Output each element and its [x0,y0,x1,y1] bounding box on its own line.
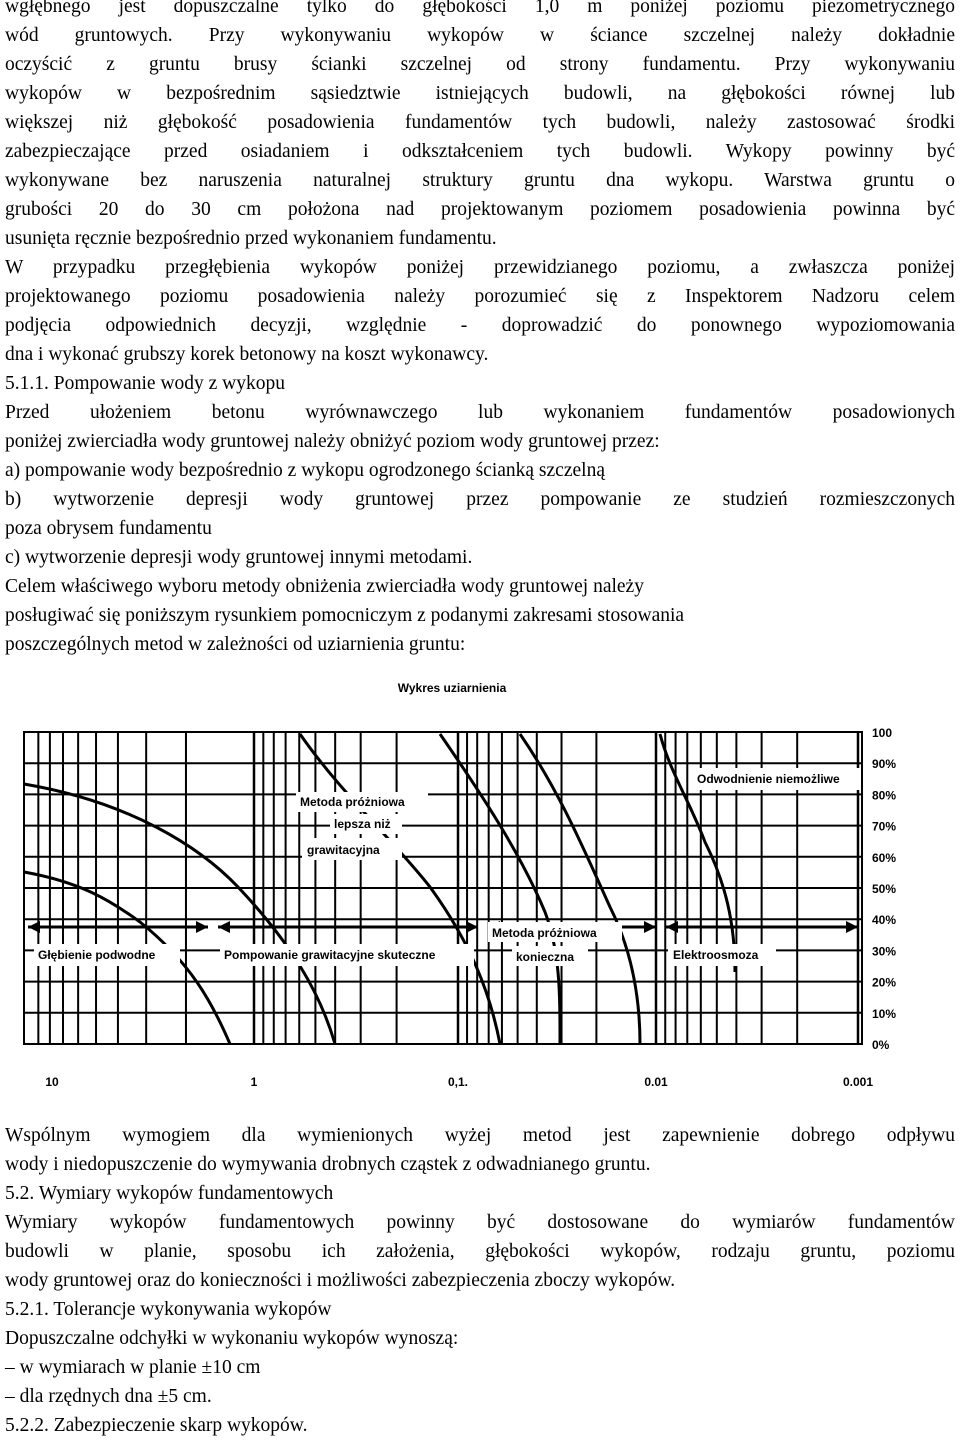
text-line: projektowanego poziomu posadowienia należy porozumieć się z Inspektorem Nadzoru celem [5,286,955,307]
text-line: poszczególnych metod w zależności od uziarnienia gruntu: [5,634,466,655]
text-line: wykonywane bez naruszenia naturalnej struktury gruntu dna wykopu. Warstwa gruntu o [5,170,955,191]
y-tick-label: 30% [872,944,897,959]
text-line: W przypadku przegłębienia wykopów poniżej przewidzianego poziomu, a zwłaszcza poniżej [5,257,955,278]
x-tick-label: 0,1. [447,1075,469,1089]
arrow-head [644,921,656,933]
arrow-head [846,921,858,933]
arrow-head [196,921,208,933]
text-line: 5.2.1. Tolerancje wykonywania wykopów [5,1299,332,1320]
text-line: poniżej zwierciadła wody gruntowej należy obniżyć poziom wody gruntowej przez: [5,431,660,452]
x-tick-label: 10 [45,1075,59,1089]
label-vacuum-required: Metoda próżniowa [492,926,597,940]
text-line: – w wymiarach w planie ±10 cm [5,1357,261,1378]
text-line: Celem właściwego wyboru metody obniżenia zwierciadła wody gruntowej należy [5,576,644,597]
text-line: wody gruntowej oraz do konieczności i możliwości zabezpieczenia zboczy wykopów. [5,1270,676,1291]
text-line: wgłębnego jest dopuszczalne tylko do głębokości 1,0 m poniżej poziomu piezometrycznego [5,0,955,17]
arrow-head [666,921,678,933]
y-tick-label: 60% [872,850,897,865]
y-tick-label: 40% [872,913,897,928]
text-line: 5.2.2. Zabezpieczenie skarp wykopów. [5,1415,308,1436]
text-line: usunięta ręcznie bezpośrednio przed wykonaniem fundamentu. [5,228,497,249]
grading-curve [24,784,335,1044]
body-text-bottom [5,1121,955,1440]
grain-size-chart [0,672,960,1097]
text-line: podjęcia odpowiednich decyzji, względnie - doprowadzić do ponownego wypoziomowania [5,315,955,336]
chart-title: Wykres uziarnienia [397,681,507,695]
y-tick-label: 10% [872,1006,897,1021]
text-line: Przed ułożeniem betonu wyrównawczego lub wykonaniem fundamentów posadowionych [5,402,955,423]
body-text-top [5,0,955,659]
text-line: poza obrysem fundamentu [5,518,212,539]
text-line: wód gruntowych. Przy wykonywaniu wykopów w ściance szczelnej należy dokładnie [5,25,955,46]
text-line: zabezpieczające przed osiadaniem i odkształceniem tych budowli. Wykopy powinny być [5,141,955,162]
arrow-head [218,921,230,933]
text-line: wody i niedopuszczenie do wymywania drobnych cząstek z odwadnianego gruntu. [5,1154,651,1175]
y-tick-label: 50% [872,882,897,896]
label-odwodnienie: Odwodnienie niemożliwe [697,772,840,786]
x-tick-label: 0.01 [644,1075,668,1089]
label-elektroosmoza: Elektroosmoza [673,948,759,962]
text-line: grubości 20 do 30 cm położona nad projektowanym poziomem posadowienia powinna być [5,199,955,220]
text-line: a) pompowanie wody bezpośrednio z wykopu ogrodzonego ścianką szczelną [5,460,605,481]
y-tick-label: 70% [872,819,897,834]
y-tick-label: 80% [872,788,897,803]
label-pompowanie: Pompowanie grawitacyjne skuteczne [224,948,436,962]
label-vacuum-better: Metoda próżniowa [300,795,405,809]
text-line: – dla rzędnych dna ±5 cm. [5,1386,212,1407]
label-vacuum-better: grawitacyjna [307,843,380,857]
text-line: dna i wykonać grubszy korek betonowy na koszt wykonawcy. [5,344,489,365]
text-line: c) wytworzenie depresji wody gruntowej innymi metodami. [5,547,473,568]
text-line: wykopów w bezpośrednim sąsiedztwie istniejących budowli, na głębokości równej lub [5,83,955,104]
label-vacuum-better: lepsza niż [334,817,391,831]
text-line: 5.2. Wymiary wykopów fundamentowych [5,1183,334,1204]
text-line: większej niż głębokość posadowienia fundamentów tych budowli, należy zastosować środki [5,112,955,133]
x-tick-label: 1 [250,1075,258,1089]
y-tick-label: 100 [872,726,893,740]
y-tick-label: 0% [872,1038,890,1052]
text-line: Dopuszczalne odchyłki w wykonaniu wykopów wynoszą: [5,1328,459,1349]
text-line: Wspólnym wymogiem dla wymienionych wyżej metod jest zapewnienie dobrego odpływu [5,1125,955,1146]
arrow-head [28,921,40,933]
y-tick-label: 90% [872,757,897,772]
text-line: 5.1.1. Pompowanie wody z wykopu [5,373,286,394]
text-line: oczyścić z gruntu brusy ścianki szczelnej od strony fundamentu. Przy wykonywaniu [5,54,955,75]
label-glebienie: Głębienie podwodne [38,948,156,962]
text-line: budowli w planie, sposobu ich założenia, głębokości wykopów, rodzaju gruntu, poziomu [5,1241,955,1262]
text-line: posługiwać się poniższym rysunkiem pomocniczym z podanymi zakresami stosowania [5,605,685,626]
text-line: Wymiary wykopów fundamentowych powinny być dostosowane do wymiarów fundamentów [5,1212,955,1233]
x-tick-label: 0.001 [842,1075,874,1089]
text-line: b) wytworzenie depresji wody gruntowej przez pompowanie ze studzień rozmieszczonych [5,489,955,510]
label-vacuum-required: konieczna [516,950,575,964]
y-tick-label: 20% [872,975,897,990]
